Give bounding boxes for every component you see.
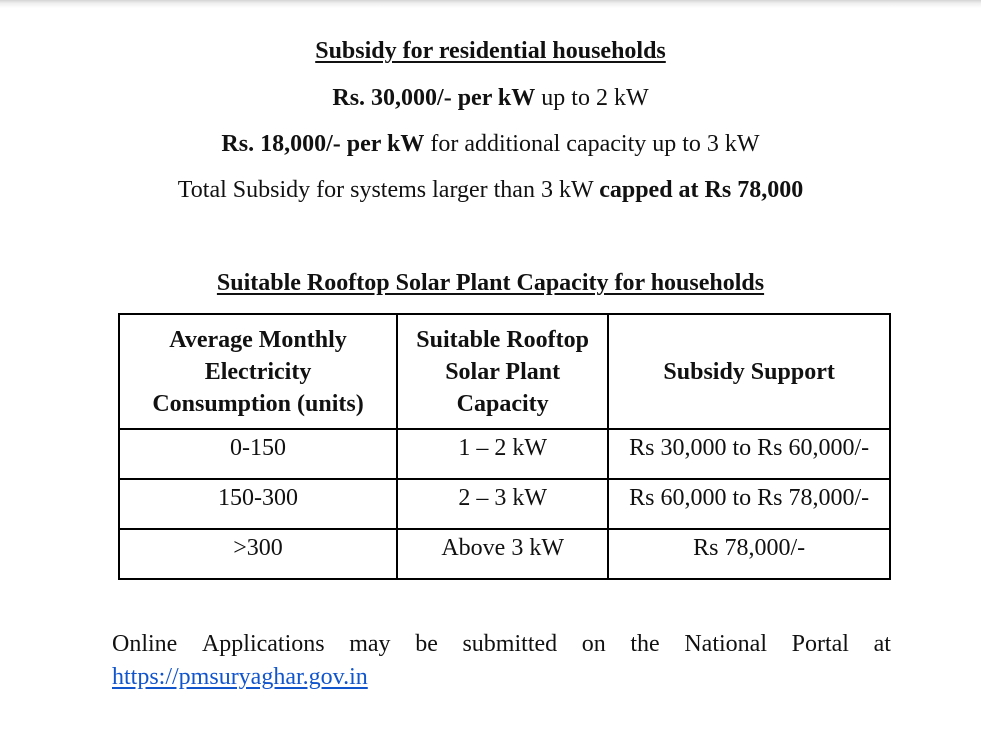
note-word: National (684, 631, 767, 657)
note-word: Applications (201, 631, 325, 657)
table-row (119, 429, 890, 479)
cell-subsidy: Rs 60,000 to Rs 78,000/- (608, 479, 890, 529)
cell-subsidy: Rs 30,000 to Rs 60,000/- (608, 429, 890, 479)
cell-subsidy: Rs 78,000/- (608, 529, 890, 579)
header-subsidy (608, 314, 890, 429)
note-word: be (415, 631, 438, 657)
header-capacity-line: Suitable Rooftop (416, 326, 589, 353)
cell-consumption: 150-300 (119, 479, 397, 529)
capacity-heading-text: Suitable Rooftop Solar Plant Capacity for households (216, 270, 765, 296)
rate-1-bold: Rs. 30,000/- per kW (332, 85, 536, 111)
header-capacity (397, 314, 608, 429)
capacity-heading (0, 268, 981, 298)
table-row (119, 529, 890, 579)
cell-capacity: Above 3 kW (397, 529, 608, 579)
rate-2-bold: Rs. 18,000/- per kW (221, 131, 425, 157)
cell-consumption: >300 (119, 529, 397, 579)
cell-consumption: 0-150 (119, 429, 397, 479)
header-capacity-line: Capacity (456, 390, 549, 417)
header-subsidy-line: Subsidy Support (663, 358, 835, 385)
cell-capacity: 2 – 3 kW (397, 479, 608, 529)
subsidy-line-3 (0, 175, 981, 205)
note-word: submitted (462, 631, 558, 657)
note-word: may (349, 631, 391, 657)
note-word: on (581, 631, 606, 657)
top-edge-shadow (0, 0, 981, 8)
capacity-table (118, 313, 891, 580)
cap-text: Total Subsidy for systems larger than 3 kW (177, 177, 600, 203)
header-consumption-line: Consumption (units) (152, 390, 364, 417)
table-header-row (119, 314, 890, 429)
table-row (119, 479, 890, 529)
national-portal-link[interactable]: https://pmsuryaghar.gov.in (112, 664, 368, 690)
header-consumption-line: Average Monthly (169, 326, 347, 353)
note-word: Portal (791, 631, 849, 657)
subsidy-heading-text: Subsidy for residential households (315, 38, 666, 64)
note-word: at (873, 631, 891, 657)
note-line-1 (112, 628, 891, 661)
rate-2-text: for additional capacity up to 3 kW (424, 131, 760, 157)
online-application-note (112, 628, 891, 694)
header-consumption-line: Electricity (204, 358, 312, 385)
note-line-2 (112, 661, 891, 694)
subsidy-line-1 (0, 83, 981, 113)
note-word: Online (112, 631, 178, 657)
note-word: the (630, 631, 660, 657)
header-capacity-line: Solar Plant (445, 358, 561, 385)
cap-bold: capped at Rs 78,000 (599, 177, 804, 203)
header-consumption (119, 314, 397, 429)
cell-capacity: 1 – 2 kW (397, 429, 608, 479)
subsidy-line-2 (0, 129, 981, 159)
rate-1-text: up to 2 kW (535, 85, 649, 111)
subsidy-heading (0, 36, 981, 66)
